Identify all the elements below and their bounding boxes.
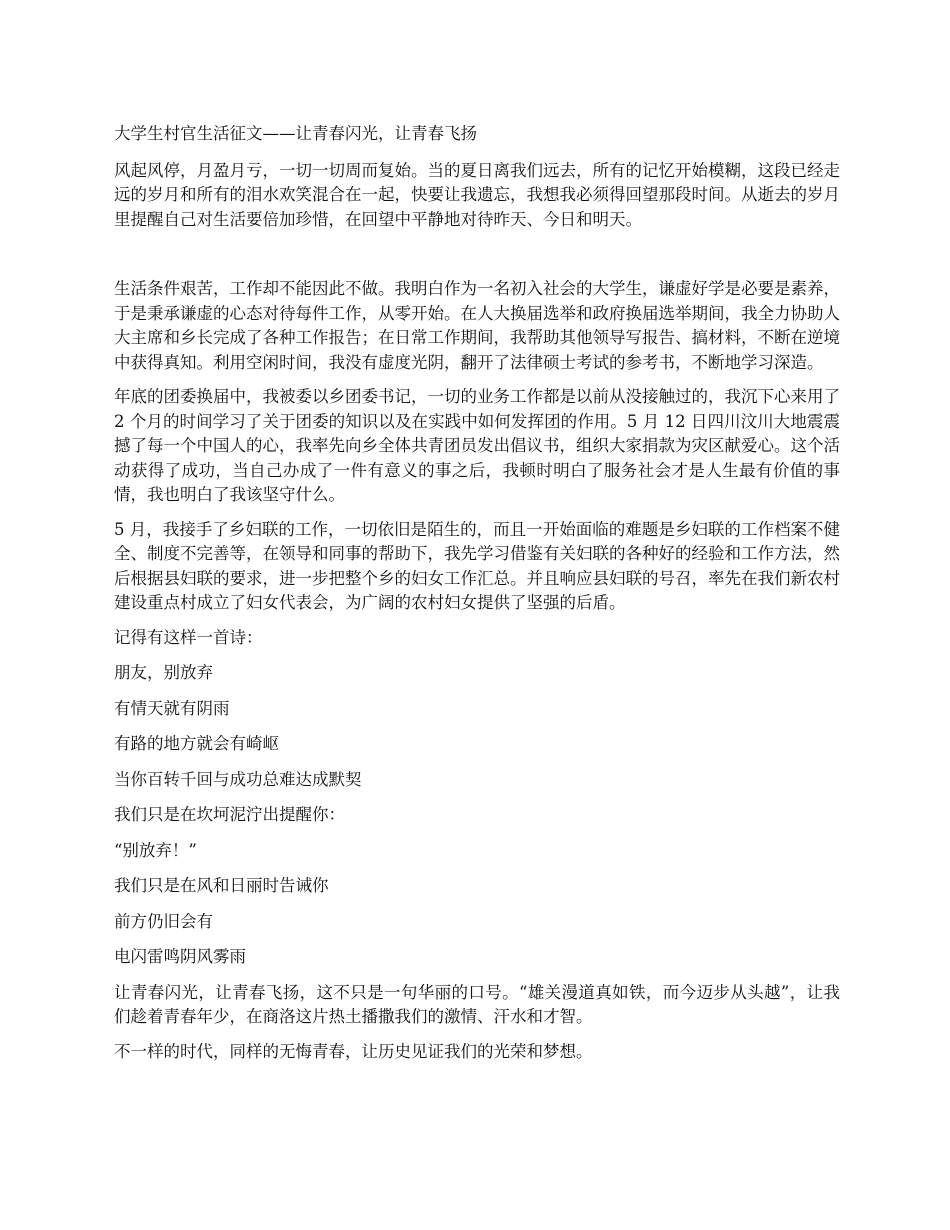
poem-line: 我们只是在风和日丽时告诫你 <box>114 876 329 895</box>
poem-line: 当你百转千回与成功总难达成默契 <box>114 769 362 789</box>
poem-line: 电闪雷鸣阴风雾雨 <box>114 947 246 966</box>
document-page <box>114 122 840 1074</box>
body-paragraph: 年底的团委换届中，我被委以乡团委书记，一切的业务工作都是以前从没接触过的，我沉下心来用了 2 个月的时间学习了关于团委的知识以及在实践中如何发挥团的作用。5 月 12 日四川汶川大地震震撼了每一个中国人的心，我率先向乡全体共青团员发出倡议书，组织大家捐款为灾区献爱心。这个活动获得了成功，当自己办成了一件有意义的事之后，我顿时明白了服务社会才是人生最有价值的事情，我也明白了我该坚守什么。 <box>114 387 840 504</box>
poem-line: “别放弃！” <box>114 840 197 860</box>
closing-paragraph: 让青春闪光，让青春飞扬，这不只是一句华丽的口号。“雄关漫道真如铁，而今迈步从头越”，让我们趁着青春年少，在商洛这片热土播撒我们的激情、汗水和才智。 <box>114 982 840 1026</box>
intro-paragraph: 风起风停，月盈月亏，一切一切周而复始。当的夏日离我们远去，所有的记忆开始模糊，这段已经走远的岁月和所有的泪水欢笑混合在一起，快要让我遗忘，我想我必须得回望那段时间。从逝去的岁月里提醒自己对生活要倍加珍惜，在回望中平静地对待昨天、今日和明天。 <box>114 160 840 229</box>
section-spacer <box>114 242 840 277</box>
poem-line: 有情天就有阴雨 <box>114 698 230 718</box>
poem-line: 我们只是在坎坷泥泞出提醒你： <box>114 805 345 824</box>
body-paragraph: 生活条件艰苦，工作却不能因此不做。我明白作为一名初入社会的大学生，谦虚好学是必要是素养，于是秉承谦虚的心态对待每件工作，从零开始。在人大换届选举和政府换届选举期间，我全力协助人大主席和乡长完成了各种工作报告；在日常工作期间，我帮助其他领导写报告、搞材料，不断在逆境中获得真知。利用空闲时间，我没有虚度光阴，翻开了法律硕士考试的参考书，不断地学习深造。 <box>114 279 840 372</box>
poem-intro: 记得有这样一首诗： <box>114 627 263 647</box>
poem-line: 有路的地方就会有崎岖 <box>114 734 279 753</box>
poem-line: 前方仍旧会有 <box>114 911 213 931</box>
closing-paragraph: 不一样的时代，同样的无悔青春，让历史见证我们的光荣和梦想。 <box>114 1041 593 1061</box>
document-title: 大学生村官生活征文——让青春闪光，让青春飞扬 <box>114 124 477 143</box>
body-paragraph: 5 月，我接手了乡妇联的工作，一切依旧是陌生的，而且一开始面临的难题是乡妇联的工作档案不健全、制度不完善等，在领导和同事的帮助下，我先学习借鉴有关妇联的各种好的经验和工作方法，然后根据县妇联的要求，进一步把整个乡的妇女工作汇总。并且响应县妇联的号召，率先在我们新农村建设重点村成立了妇女代表会，为广阔的农村妇女提供了坚强的后盾。 <box>114 519 840 612</box>
poem-line: 朋友，别放弃 <box>114 663 213 682</box>
